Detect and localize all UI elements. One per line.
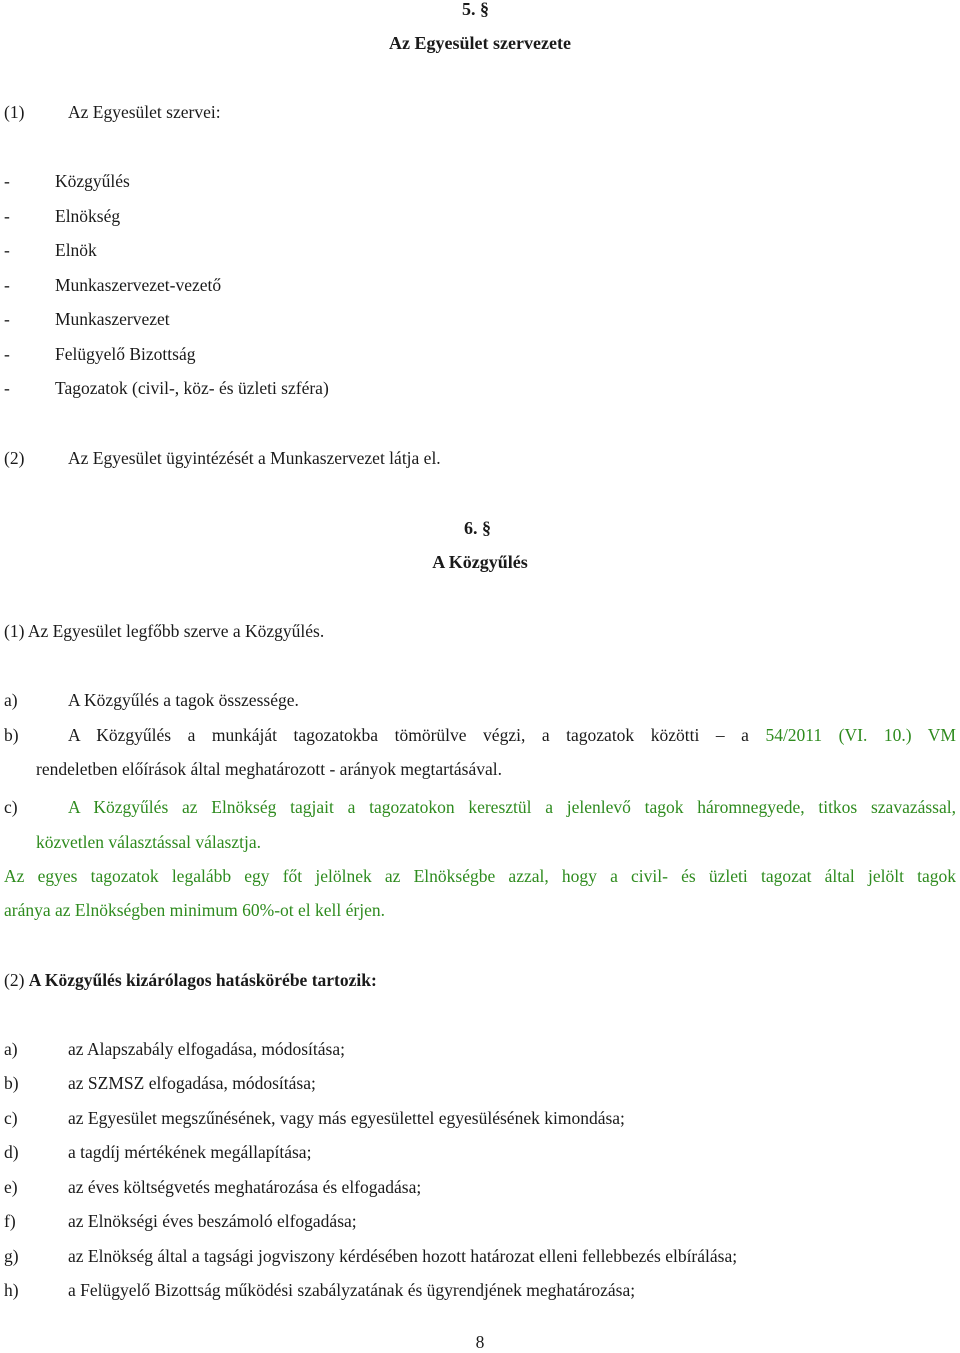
list-item: Munkaszervezet (55, 309, 170, 329)
list-item-label: e) (4, 1177, 18, 1197)
paragraph-text: (1) Az Egyesület legfőbb szerve a Közgyűlés. (4, 621, 325, 641)
item-label: c) (4, 797, 18, 817)
list-dash: - (4, 171, 10, 191)
section-6-number: 6. § (464, 518, 491, 538)
paragraph-heading: (2) A Közgyűlés kizárólagos hatáskörébe tartozik: (4, 970, 377, 990)
list-item: Elnökség (55, 206, 121, 226)
list-item: Felügyelő Bizottság (55, 344, 196, 364)
paragraph-label: (1) (4, 102, 25, 122)
item-text: A Közgyűlés az Elnökség tagjait a tagozatokon keresztül a jelenlevő tagok háromnegyede, titkos szavazással, (68, 797, 956, 817)
page-number: 8 (475, 1332, 485, 1352)
list-item: Munkaszervezet-vezető (55, 275, 222, 295)
paragraph-text: Az Egyesület szervei: (68, 102, 221, 122)
note-text-continued: aránya az Elnökségben minimum 60%-ot el kell érjen. (4, 900, 385, 920)
list-item: a tagdíj mértékének megállapítása; (68, 1142, 312, 1162)
section-5-title: Az Egyesület szervezete (389, 33, 571, 53)
list-dash: - (4, 275, 10, 295)
list-item-label: g) (4, 1246, 19, 1266)
list-item-label: b) (4, 1073, 19, 1093)
list-item: az SZMSZ elfogadása, módosítása; (68, 1073, 316, 1093)
list-item: az Elnökség által a tagsági jogviszony kérdésében hozott határozat elleni fellebbezés elbírálása; (68, 1246, 738, 1266)
list-item: Tagozatok (civil-, köz- és üzleti szféra) (55, 378, 329, 398)
list-item-label: a) (4, 1039, 18, 1059)
regulation-reference: 54/2011 (VI. 10.) VM (765, 725, 956, 745)
list-item: az Alapszabály elfogadása, módosítása; (68, 1039, 345, 1059)
list-item-label: h) (4, 1280, 19, 1300)
list-item: Elnök (55, 240, 97, 260)
item-label: a) (4, 690, 18, 710)
item-text-continued: közvetlen választással választja. (36, 832, 261, 852)
list-item-label: c) (4, 1108, 18, 1128)
section-5-number: 5. § (462, 0, 489, 19)
paragraph-text: Az Egyesület ügyintézését a Munkaszervezet látja el. (68, 448, 441, 468)
list-item: az Elnökségi éves beszámoló elfogadása; (68, 1211, 357, 1231)
item-text-continued: rendeletben előírások által meghatározott - arányok megtartásával. (36, 759, 502, 779)
list-item: az éves költségvetés meghatározása és elfogadása; (68, 1177, 422, 1197)
list-item-label: d) (4, 1142, 19, 1162)
list-dash: - (4, 240, 10, 260)
list-item: Közgyűlés (55, 171, 130, 191)
item-text: A Közgyűlés a tagok összessége. (68, 690, 299, 710)
list-dash: - (4, 309, 10, 329)
paragraph-label: (2) (4, 448, 25, 468)
list-dash: - (4, 344, 10, 364)
item-text: A Közgyűlés a munkáját tagozatokba tömörülve végzi, a tagozatok közötti – a 54/2011 (VI. 10.) VM (68, 725, 956, 745)
section-6-title: A Közgyűlés (432, 552, 528, 572)
list-dash: - (4, 378, 10, 398)
item-label: b) (4, 725, 19, 745)
list-item: az Egyesület megszűnésének, vagy más egyesülettel egyesülésének kimondása; (68, 1108, 625, 1128)
list-dash: - (4, 206, 10, 226)
list-item-label: f) (4, 1211, 16, 1231)
list-item: a Felügyelő Bizottság működési szabályzatának és ügyrendjének meghatározása; (68, 1280, 636, 1300)
note-text: Az egyes tagozatok legalább egy főt jelölnek az Elnökségbe azzal, hogy a civil- és üzleti tagozat által jelölt tagok (4, 866, 956, 886)
